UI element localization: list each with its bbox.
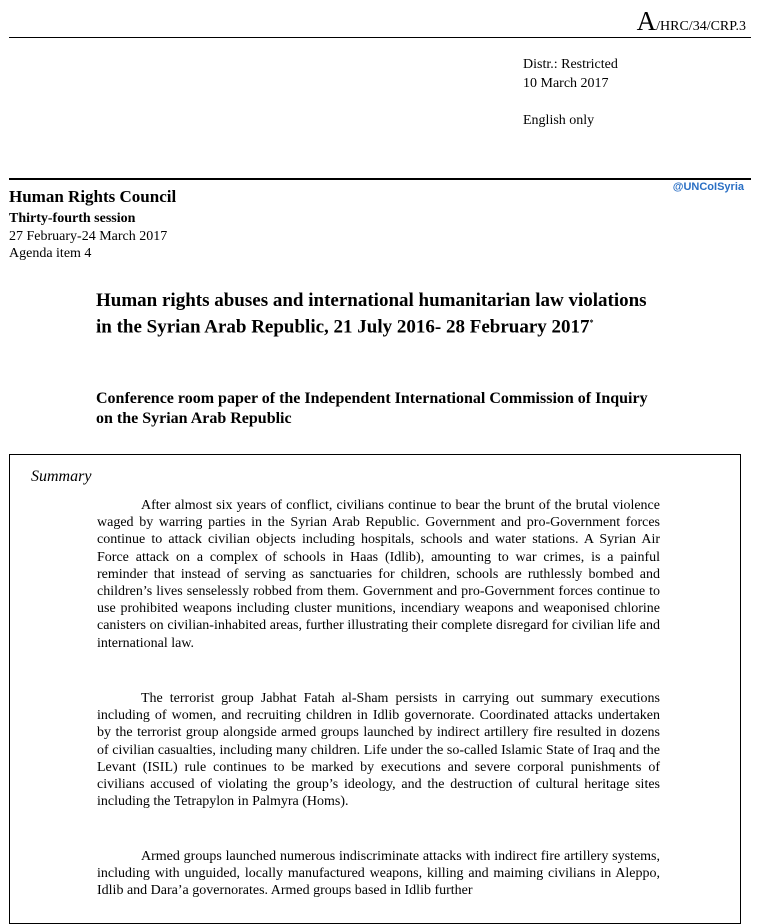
title-footnote-mark: * bbox=[589, 317, 594, 327]
session-block bbox=[9, 210, 167, 263]
summary-heading: Summary bbox=[31, 468, 92, 485]
document-title-text: Human rights abuses and international humanitarian law violations in the Syrian Arab Republic, 21 July 2016- 28 February 2017 bbox=[96, 290, 647, 337]
agenda-item: Agenda item 4 bbox=[9, 246, 92, 261]
session-name: Thirty-fourth session bbox=[9, 211, 136, 226]
document-symbol bbox=[637, 6, 746, 37]
symbol-prefix: A bbox=[636, 6, 657, 36]
symbol-code: /HRC/34/CRP.3 bbox=[656, 19, 746, 34]
summary-paragraph-3: Armed groups launched numerous indiscriminate attacks with indirect fire artillery systems, including with unguided, locally manufactured weapons, killing and maiming civilians in Aleppo, Idlib and Dara’a governorates. Armed groups based in Idlib further bbox=[97, 849, 660, 899]
summary-box bbox=[9, 454, 741, 924]
session-dates: 27 February-24 March 2017 bbox=[9, 228, 168, 244]
header-rule bbox=[9, 178, 751, 180]
twitter-handle: @UNCoISyria bbox=[672, 181, 744, 193]
language-note: English only bbox=[523, 113, 595, 128]
summary-paragraph-2: The terrorist group Jabhat Fatah al-Sham persists in carrying out summary executions including of women, and recruiting children in Idlib governorate. Coordinated attacks undertaken by the terrorist group alongside armed groups launched by indirect artillery fire resulted in dozens of civilian casualties, including many children. Life under the so-called Islamic State of Iraq and the Levant (ISIL) rule continues to be marked by executions and severe corporal punishments of civilians accused of violating the group’s ideology, and the destruction of cultural heritage sites including the Tetrapylon in Palmyra (Homs). bbox=[97, 691, 660, 810]
top-rule bbox=[9, 37, 751, 38]
distribution-status: Distr.: Restricted bbox=[523, 57, 618, 72]
issue-date: 10 March 2017 bbox=[523, 76, 609, 91]
document-subtitle: Conference room paper of the Independent International Commission of Inquiry on the Syrian Arab Republic bbox=[96, 390, 648, 427]
council-name: Human Rights Council bbox=[9, 187, 177, 206]
document-title bbox=[96, 290, 656, 337]
summary-paragraph-1: After almost six years of conflict, civilians continue to bear the brunt of the brutal violence waged by warring parties in the Syrian Arab Republic. Government and pro-Government forces continue to attack civilian objects including hospitals, schools and water stations. A Syrian Air Force attack on a complex of schools in Haas (Idlib), amounting to war crimes, is a painful reminder that instead of serving as sanctuaries for children, schools are ruthlessly bombed and children’s lives senselessly robbed from them. Government and pro-Government forces continue to use prohibited weapons including cluster munitions, incendiary weapons and weaponised chlorine canisters on civilian-inhabited areas, further illustrating their complete disregard for civilian life and international law. bbox=[97, 498, 660, 651]
